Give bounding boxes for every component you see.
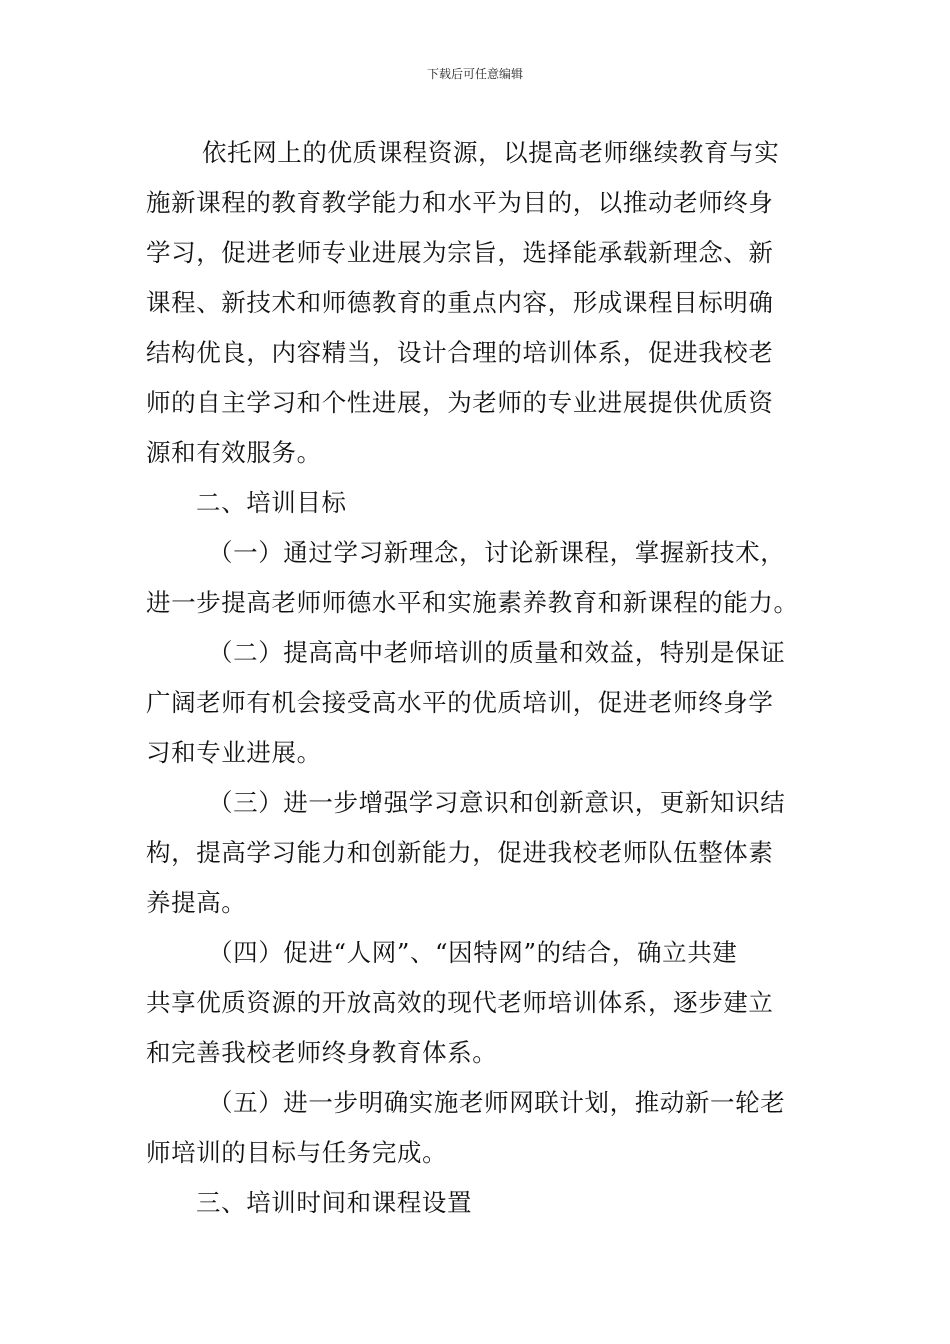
text-line: （四）促进“人网”、“因特网”的结合，确立共建	[208, 938, 738, 967]
text-line: 和完善我校老师终身教育体系。	[146, 1038, 498, 1067]
document-body	[146, 128, 810, 1228]
text-line: 源和有效服务。	[146, 438, 322, 467]
section-heading-schedule: 三、培训时间和课程设置	[196, 1188, 473, 1217]
paragraph-goal-4	[146, 928, 810, 1078]
paragraph-goal-5	[146, 1078, 810, 1178]
text-line: 施新课程的教育教学能力和水平为目的，以推动老师终身	[146, 188, 774, 217]
text-line: 习和专业进展。	[146, 738, 322, 767]
text-line: 学习，促进老师专业进展为宗旨，选择能承载新理念、新	[146, 238, 774, 267]
paragraph-intro	[146, 128, 810, 478]
text-line: 共享优质资源的开放高效的现代老师培训体系，逐步建立	[146, 988, 774, 1017]
text-line: 依托网上的优质课程资源，以提高老师继续教育与实	[202, 138, 780, 167]
text-line: 构，提高学习能力和创新能力，促进我校老师队伍整体素	[146, 838, 774, 867]
text-line: （一）通过学习新理念，讨论新课程，掌握新技术，	[208, 538, 786, 567]
text-line: 进一步提高老师师德水平和实施素养教育和新课程的能力。	[146, 588, 799, 617]
paragraph-goal-1	[146, 528, 810, 628]
paragraph-goal-2	[146, 628, 810, 778]
text-line: 广阔老师有机会接受高水平的优质培训，促进老师终身学	[146, 688, 774, 717]
section-heading-goals: 二、培训目标	[196, 488, 347, 517]
text-line: 结构优良，内容精当，设计合理的培训体系，促进我校老	[146, 338, 774, 367]
text-line: （三）进一步增强学习意识和创新意识，更新知识结	[208, 788, 786, 817]
text-line: （五）进一步明确实施老师网联计划，推动新一轮老	[208, 1088, 786, 1117]
page-header: 下载后可任意编辑	[426, 67, 523, 81]
text-line: 养提高。	[146, 888, 247, 917]
text-line: 师的自主学习和个性进展，为老师的专业进展提供优质资	[146, 388, 774, 417]
text-line: 师培训的目标与任务完成。	[146, 1138, 448, 1167]
text-line: （二）提高高中老师培训的质量和效益，特别是保证	[208, 638, 786, 667]
text-line: 课程、新技术和师德教育的重点内容，形成课程目标明确	[146, 288, 774, 317]
paragraph-goal-3	[146, 778, 810, 928]
